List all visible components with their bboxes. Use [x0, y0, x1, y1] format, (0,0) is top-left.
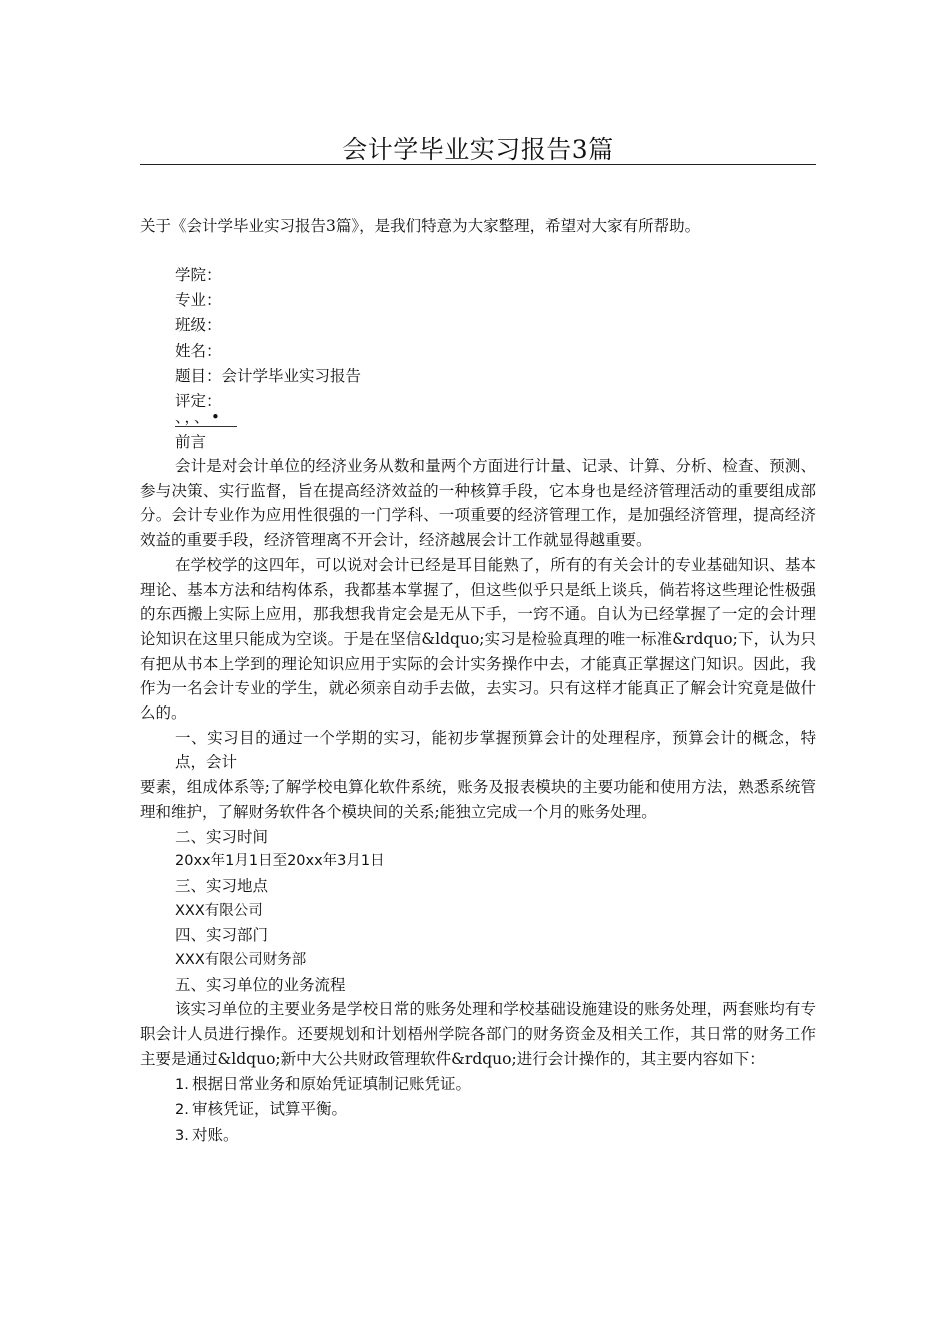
preface-heading: 前言: [175, 433, 207, 451]
list-text: 审核凭证，试算平衡。: [192, 1100, 348, 1119]
list-number: 1.: [175, 1076, 189, 1093]
field-grade: 评定：: [175, 391, 222, 410]
intro-text: 关于《会计学毕业实习报告3篇》，是我们特意为大家整理，希望对大家有所帮助。: [140, 217, 701, 235]
cover-fields: [175, 264, 361, 415]
field-name: 姓名：: [175, 341, 222, 360]
section-3-text: XXX有限公司: [175, 902, 263, 919]
section-4-heading: 四、实习部门: [175, 926, 269, 945]
document-title: 会计学毕业实习报告3篇: [342, 135, 614, 164]
dots-underline: [175, 426, 237, 427]
field-class: 班级：: [175, 316, 222, 335]
title-underline: [140, 164, 816, 165]
preface-paragraph-2: 在学校学的这四年，可以说对会计已经是耳目能熟了，所有的有关会计的专业基础知识、基本理论、基本方法和结构体系，我都基本掌握了，但这些似乎只是纸上谈兵，倘若将这些理论性极强的东西搬上实际上应用，那我想我肯定会是无从下手，一窍不通。自认为已经掌握了一定的会计理论知识在这里只能成为空谈。于是在坚信&ldquo;实习是检验真理的唯一标准&rdquo;下，认为只有把从书本上学到的理论知识应用于实际的会计实务操作中去，才能真正掌握这门知识。因此，我作为一名会计专业的学生，就必须亲自动手去做，去实习。只有这样才能真正了解会计究竟是做什么的。: [140, 555, 816, 723]
field-topic: 题目：会计学毕业实习报告: [175, 366, 362, 385]
field-college: 学院：: [175, 266, 222, 284]
list-number: 3.: [175, 1127, 189, 1144]
report-body: [140, 430, 816, 1149]
dots-mark: 、，、•: [175, 408, 222, 426]
list-item: [140, 1072, 816, 1098]
section-1-line: 一、实习目的通过一个学期的实习，能初步掌握预算会计的处理程序，预算会计的概念，特点，会计: [175, 728, 816, 772]
list-item: [140, 1097, 816, 1123]
list-text: 对账。: [192, 1125, 239, 1144]
section-4-text: XXX有限公司财务部: [175, 952, 307, 969]
list-text: 根据日常业务和原始凭证填制记账凭证。: [192, 1074, 472, 1093]
list-item: [140, 1123, 816, 1149]
list-number: 2.: [175, 1102, 189, 1119]
section-2-text: 20xx年1月1日至20xx年3月1日: [175, 853, 385, 870]
section-1-continued: 要素，组成体系等;了解学校电算化软件系统，账务及报表模块的主要功能和使用方法，熟悉系统管理和维护，了解财务软件各个模块间的关系;能独立完成一个月的账务处理。: [140, 778, 816, 821]
section-5-heading: 五、实习单位的业务流程: [175, 975, 346, 994]
field-major: 专业：: [175, 291, 222, 310]
section-5-paragraph: 该实习单位的主要业务是学校日常的账务处理和学校基础设施建设的账务处理，两套账均有专职会计人员进行操作。还要规划和计划梧州学院各部门的财务资金及相关工作，其日常的财务工作主要是通过&ldquo;新中大公共财政管理软件&rdquo;进行会计操作的，其主要内容如下：: [140, 1000, 816, 1068]
preface-paragraph-1: 会计是对会计单位的经济业务从数和量两个方面进行计量、记录、计算、分析、检查、预测、参与决策、实行监督，旨在提高经济效益的一种核算手段，它本身也是经济管理活动的重要组成部分。会计专业作为应用性很强的一门学科、一项重要的经济管理工作，是加强经济管理，提高经济效益的重要手段，经济管理离不开会计，经济越展会计工作就显得越重要。: [140, 457, 816, 550]
section-2-heading: 二、实习时间: [175, 827, 269, 846]
section-3-heading: 三、实习地点: [175, 876, 269, 895]
